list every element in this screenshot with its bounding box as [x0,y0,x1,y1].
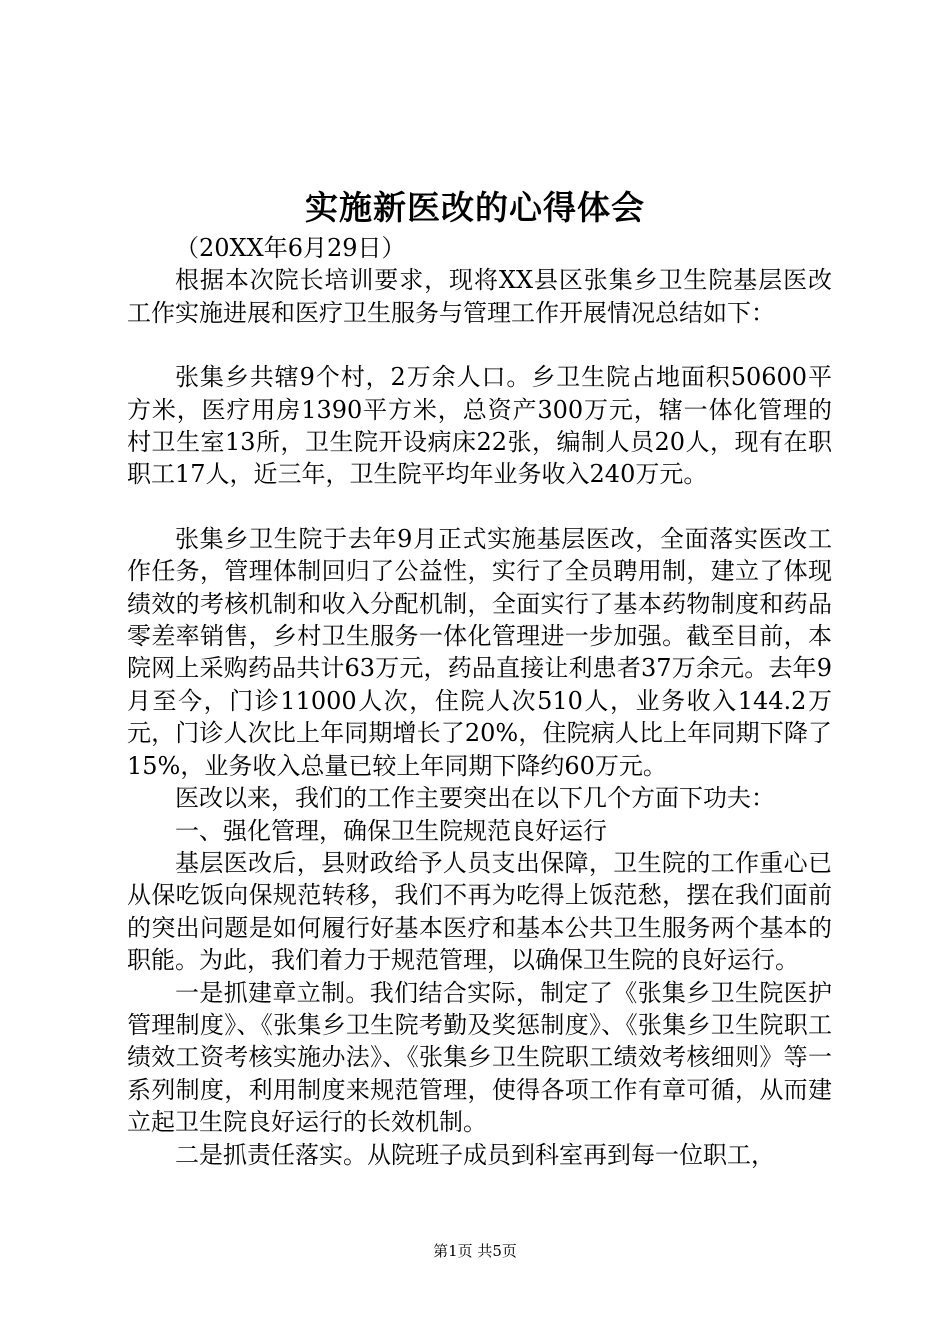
document-body [127,232,832,1171]
paragraph-reform-progress: 张集乡卫生院于去年9月正式实施基层医改，全面落实医改工作任务，管理体制回归了公益性，实行了全员聘用制，建立了体现绩效的考核机制和收入分配机制，全面实行了基本药物制度和药品零差率销售，乡村卫生服务一体化管理进一步加强。截至目前，本院网上采购药品共计63万元，药品直接让利患者37万余元。去年9月至今，门诊11000人次，住院人次510人，业务收入144.2万元，门诊人次比上年同期增长了20%，住院病人比上年同期下降了15%，业务收入总量已较上年同期下降约60万元。 [127,524,832,780]
paragraph-intro: 根据本次院长培训要求，现将XX县区张集乡卫生院基层医改工作实施进展和医疗卫生服务与管理工作开展情况总结如下： [127,266,832,327]
paragraph-rules: 一是抓建章立制。我们结合实际，制定了《张集乡卫生院医护管理制度》、《张集乡卫生院考勤及奖惩制度》、《张集乡卫生院职工绩效工资考核实施办法》、《张集乡卫生院职工绩效考核细则》等一系列制度，利用制度来规范管理，使得各项工作有章可循，从而建立起卫生院良好运行的长效机制。 [127,978,832,1137]
section-heading-1: 一、强化管理，确保卫生院规范良好运行 [175,816,607,845]
paragraph-overview: 张集乡共辖9个村，2万余人口。乡卫生院占地面积50600平方米，医疗用房1390平方米，总资产300万元，辖一体化管理的村卫生室13所，卫生院开设病床22张，编制人员20人，现有在职职工17人，近三年，卫生院平均年业务收入240万元。 [127,363,832,489]
paragraph-focus: 医改以来，我们的工作主要突出在以下几个方面下功夫： [175,784,775,813]
paragraph-management: 基层医改后，县财政给予人员支出保障，卫生院的工作重心已从保吃饭向保规范转移，我们不再为吃得上饭范愁，摆在我们面前的突出问题是如何履行好基本医疗和基本公共卫生服务两个基本的职能。为此，我们着力于规范管理，以确保卫生院的良好运行。 [127,848,832,975]
page-title: 实施新医改的心得体会 [305,188,645,227]
paragraph-gap [127,329,832,361]
paragraph-gap [127,491,832,523]
date-line: （20XX年6月29日） [175,234,406,262]
paragraph-responsibility: 二是抓责任落实。从院班子成员到科室再到每一位职工， [175,1140,775,1169]
page-footer: 第1页 共5页 [433,1242,517,1260]
